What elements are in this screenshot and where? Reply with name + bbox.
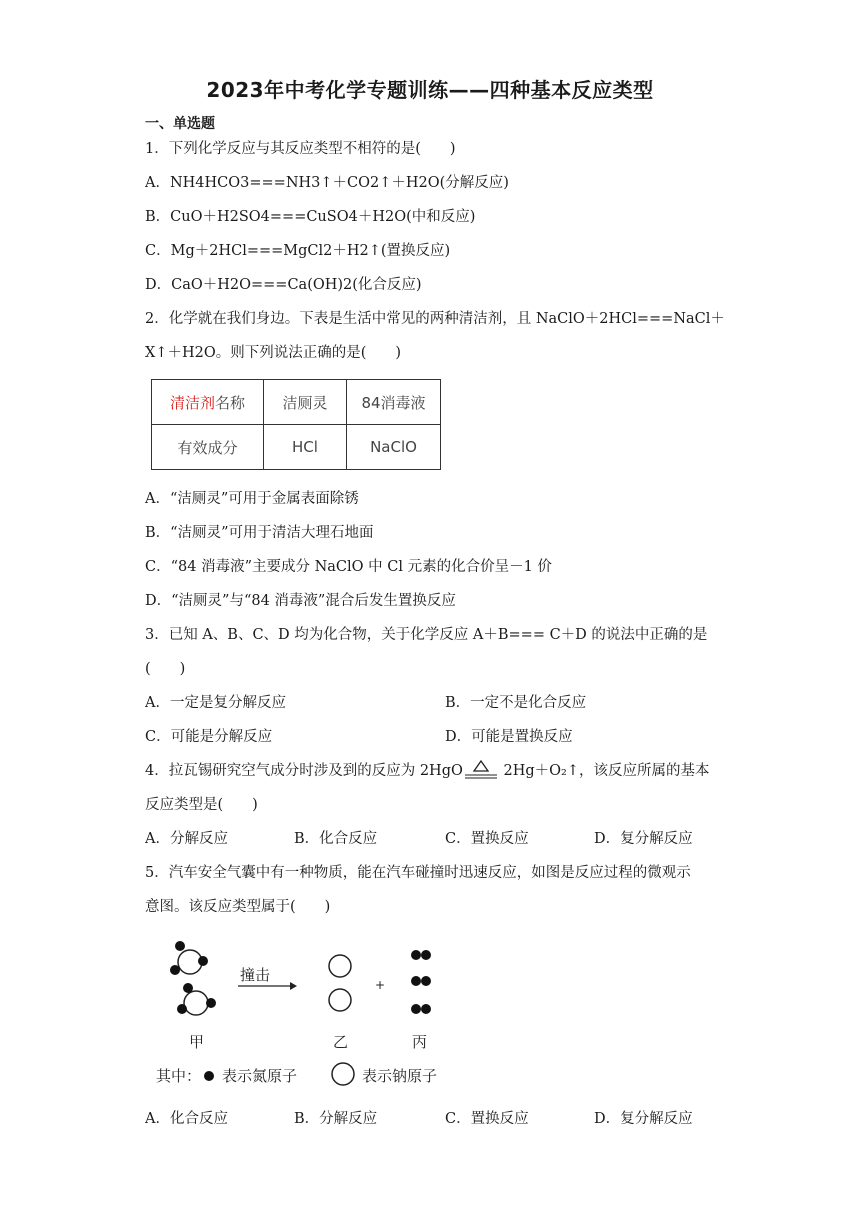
sodium-atom bbox=[329, 955, 351, 977]
q1-option-a: A．NH4HCO3===NH3↑＋CO2↑＋H2O(分解反应) bbox=[145, 175, 509, 191]
q5-stem-line2: 意图。该反应类型属于( ) bbox=[145, 899, 331, 915]
arrow-label: 撞击 bbox=[240, 966, 271, 984]
label-yi: 乙 bbox=[333, 1033, 349, 1051]
q5-option-c: C．置换反应 bbox=[445, 1111, 529, 1127]
q2-option-d: D．“洁厕灵”与“84 消毒液”混合后发生置换反应 bbox=[145, 593, 456, 609]
q1-option-c: C．Mg＋2HCl===MgCl2＋H2↑(置换反应) bbox=[145, 243, 451, 259]
table-row-label: 有效成分 bbox=[152, 425, 264, 470]
q4-stem-part1: 4．拉瓦锡研究空气成分时涉及到的反应为 2HgO bbox=[145, 763, 463, 779]
q3-option-c: C．可能是分解反应 bbox=[145, 729, 273, 745]
table-col1-value: HCl bbox=[264, 425, 347, 470]
molecule-jia-bottom bbox=[177, 983, 216, 1015]
heat-condition-sign bbox=[463, 761, 499, 781]
table-header-black: 名称 bbox=[215, 393, 246, 412]
q5-option-a: A．化合反应 bbox=[145, 1111, 228, 1127]
q2-option-c: C．“84 消毒液”主要成分 NaClO 中 Cl 元素的化合价呈－1 价 bbox=[145, 559, 552, 575]
q4-option-b: B．化合反应 bbox=[294, 831, 378, 847]
table-header-cell bbox=[152, 380, 264, 425]
q4-option-c: C．置换反应 bbox=[445, 831, 529, 847]
nitrogen-molecules bbox=[411, 950, 431, 1014]
q4-option-d: D．复分解反应 bbox=[594, 831, 693, 847]
legend-nitrogen-dot bbox=[204, 1071, 214, 1081]
q2-option-b: B．“洁厕灵”可用于清洁大理石地面 bbox=[145, 525, 374, 541]
q4-option-a: A．分解反应 bbox=[145, 831, 228, 847]
q3-option-d: D．可能是置换反应 bbox=[445, 729, 573, 745]
legend-sodium-circle bbox=[332, 1063, 354, 1085]
q2-stem-line2: X↑＋H2O。则下列说法正确的是( ) bbox=[145, 345, 402, 361]
reaction-diagram bbox=[150, 925, 470, 1095]
q1-option-b: B．CuO＋H2SO4===CuSO4＋H2O(中和反应) bbox=[145, 209, 476, 225]
q3-option-a: A．一定是复分解反应 bbox=[145, 695, 286, 711]
table-row bbox=[152, 380, 441, 425]
label-jia: 甲 bbox=[189, 1033, 205, 1051]
sodium-atom bbox=[329, 989, 351, 1011]
legend-sodium: 表示钠原子 bbox=[362, 1067, 438, 1085]
q4-stem-part2: 2Hg＋O₂↑，该反应所属的基本 bbox=[498, 763, 710, 779]
molecule-jia-top bbox=[170, 941, 208, 975]
q3-stem-line1: 3．已知 A、B、C、D 均为化合物，关于化学反应 A＋B=== C＋D 的说法中正确的是 bbox=[145, 627, 708, 643]
section-heading: 一、单选题 bbox=[145, 116, 215, 132]
legend-prefix: 其中： bbox=[156, 1067, 202, 1085]
q1-stem: 1．下列化学反应与其反应类型不相符的是( ) bbox=[145, 141, 456, 157]
q2-option-a: A．“洁厕灵”可用于金属表面除锈 bbox=[145, 491, 359, 507]
q2-stem-line1: 2．化学就在我们身边。下表是生活中常见的两种清洁剂，且 NaClO＋2HCl===NaCl＋ bbox=[145, 311, 725, 327]
q5-option-d: D．复分解反应 bbox=[594, 1111, 693, 1127]
q5-stem-line1: 5．汽车安全气囊中有一种物质，能在汽车碰撞时迅速反应，如图是反应过程的微观示 bbox=[145, 865, 691, 881]
table-header-red: 清洁剂 bbox=[169, 393, 215, 412]
table-col1-name: 洁厕灵 bbox=[264, 380, 347, 425]
label-bing: 丙 bbox=[412, 1033, 428, 1051]
q4-stem-line1 bbox=[145, 761, 710, 781]
q3-stem-line2: ( ) bbox=[145, 661, 186, 677]
legend-nitrogen: 表示氮原子 bbox=[222, 1067, 298, 1085]
q1-option-d: D．CaO＋H2O===Ca(OH)2(化合反应) bbox=[145, 277, 422, 293]
q5-option-b: B．分解反应 bbox=[294, 1111, 378, 1127]
plus-sign: + bbox=[375, 978, 386, 992]
table-col2-value: NaClO bbox=[347, 425, 441, 470]
q3-option-b: B．一定不是化合反应 bbox=[445, 695, 587, 711]
q4-stem-line2: 反应类型是( ) bbox=[145, 797, 258, 813]
page-title: 2023年中考化学专题训练——四种基本反应类型 bbox=[206, 78, 654, 102]
table-row bbox=[152, 425, 441, 470]
cleaner-table bbox=[151, 379, 441, 470]
arrow-head bbox=[290, 982, 297, 990]
table-col2-name: 84消毒液 bbox=[347, 380, 441, 425]
